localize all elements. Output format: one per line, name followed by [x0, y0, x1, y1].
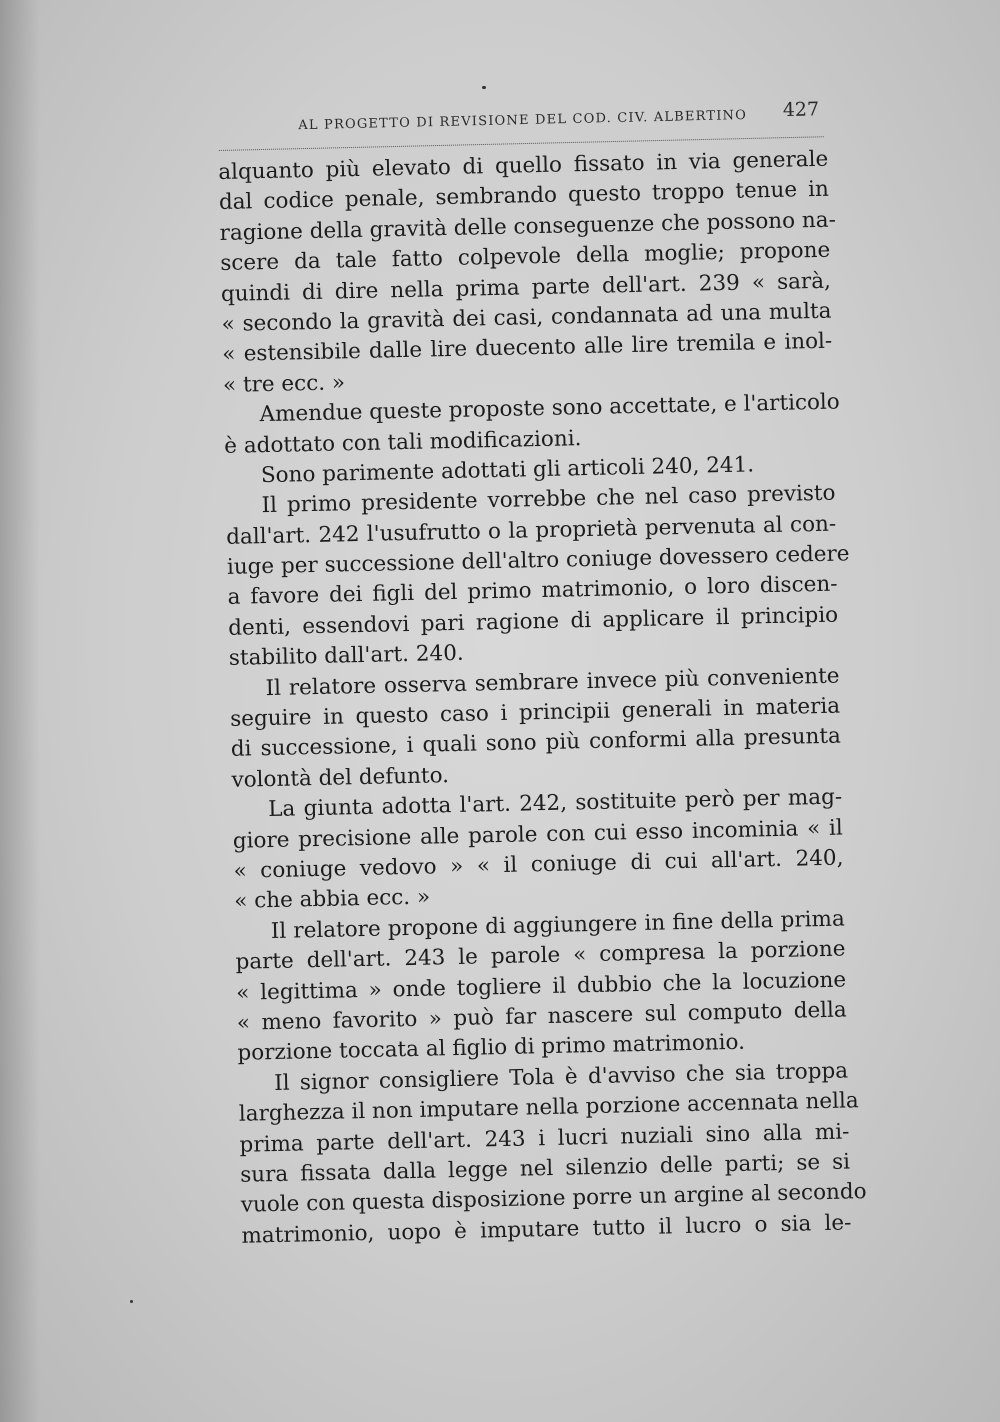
- text-line: Il relatore propone di aggiungere in fine della prima: [270, 906, 846, 944]
- text-line: di successione, i quali sono più conformi alla presunta: [230, 723, 842, 763]
- text-line: Il relatore osserva sembrare invece più conveniente: [265, 663, 840, 701]
- text-line: quindi di dire nella prima parte dell'art. 239 « sarà,: [220, 268, 832, 307]
- text-line: « coniuge vedovo » « il coniuge di cui all'art. 240,: [233, 845, 844, 884]
- text-line: vuole con questa disposizione porre un argine al secondo: [240, 1179, 867, 1219]
- text-line: « estensibile dalle lire duecento alle lire tremila e inol-: [222, 328, 833, 368]
- text-line: « tre ecc. »: [222, 370, 346, 398]
- text-line: Amendue queste proposte sono accettate, e l'articolo: [259, 389, 841, 428]
- text-line: scere da tale fatto colpevole della moglie; propone: [220, 237, 831, 277]
- text-line: denti, essendovi pari ragione di applicare il principio: [227, 602, 839, 641]
- body-text: [218, 145, 867, 1252]
- text-line: prima parte dell'art. 243 i lucri nuziali sino alla mi-: [239, 1118, 850, 1158]
- page-number: 427: [782, 98, 820, 122]
- text-line: larghezza il non imputare nella porzione accennata nella: [238, 1088, 859, 1127]
- text-line: seguire in questo caso i principii generali in materia: [229, 693, 841, 732]
- text-line: « che abbia ecc. »: [233, 884, 431, 915]
- text-line: Il signor consigliere Tola è d'avviso che sia troppa: [273, 1058, 849, 1096]
- text-line: iuge per successione dell'altro coniuge dovessero cedere: [226, 541, 850, 580]
- text-line: matrimonio, uopo è imputare tutto il lucro o sia le-: [241, 1210, 852, 1249]
- text-line: giore precisione alle parole con cui esso incominia « il: [232, 815, 844, 854]
- text-line: « secondo la gravità dei casi, condannata ad una multa: [221, 298, 832, 337]
- text-line: dal codice penale, sembrando questo troppo tenue in: [218, 177, 830, 216]
- text-line: alquanto più elevato di quello fissato in via generale: [218, 146, 829, 185]
- page-edge-shadow: [0, 0, 40, 1422]
- text-line: Il primo presidente vorrebbe che nel caso previsto: [261, 480, 836, 519]
- text-line: porzione toccata al figlio di primo matrimonio.: [237, 1030, 746, 1067]
- page-header: [218, 98, 824, 152]
- text-line: parte dell'art. 243 le parole « compresa la porzione: [235, 936, 846, 975]
- text-line: Sono parimente adottati gli articoli 240, 241.: [260, 452, 755, 489]
- text-line: sura fissata dalla legge nel silenzio delle parti; se si: [239, 1149, 851, 1188]
- text-line: « meno favorito » può far nascere sul computo della: [236, 997, 848, 1036]
- ink-speck: [130, 1300, 133, 1303]
- ink-speck: [482, 86, 486, 89]
- text-line: è adottato con tali modificazioni.: [224, 425, 582, 459]
- text-line: stabilito dall'art. 240.: [228, 641, 464, 672]
- text-line: « legittima » onde togliere il dubbio che la locuzione: [235, 967, 847, 1006]
- text-line: dall'art. 242 l'usufrutto o la proprietà pervenuta al con-: [225, 511, 837, 550]
- text-line: a favore dei figli del primo matrimonio, o loro discen-: [227, 572, 838, 611]
- running-head: AL PROGETTO DI REVISIONE DEL COD. CIV. ALBERTINO: [298, 108, 748, 134]
- text-line: La giunta adotta l'art. 242, sostituite però per mag-: [267, 784, 843, 823]
- text-line: volontà del defunto.: [231, 762, 450, 793]
- text-line: ragione della gravità delle conseguenze che possono na-: [219, 207, 837, 246]
